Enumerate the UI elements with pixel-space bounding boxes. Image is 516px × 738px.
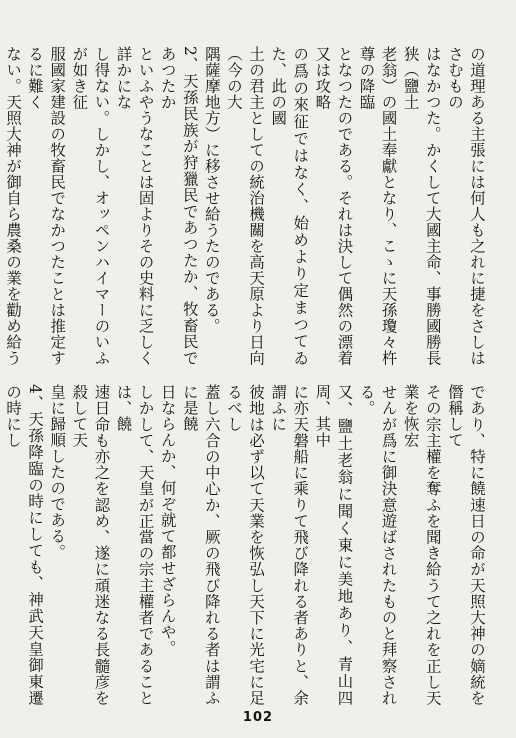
text-column: ない。天照大神が御自ら農桑の業を勸め給う — [4, 46, 23, 366]
page-number: 102 — [242, 710, 274, 725]
text-column: の道理ある主張には何人も之れに捷をさしはさむもの — [445, 46, 486, 366]
text-column: 2、天孫民族が狩獵民であつたか、牧畜民であつたか — [158, 46, 199, 366]
text-column: 4、天孫降臨の時にしても、神武天皇御東遷の時にし — [4, 384, 45, 706]
text-column: し得ない。しかし、オッペンハイマーのいふが如き征 — [70, 46, 111, 366]
text-column: はなかつた。かくして大國主命、事勝國勝長狭（鹽土 — [401, 46, 442, 366]
text-column: せんが爲に御決意遊ばされたものと拜察される。 — [357, 384, 398, 706]
text-column: といふやうなことは固よりその史料に乏しく詳かにな — [114, 46, 155, 366]
text-column: しかして、天皇が正當の宗主權者であることは、饒 — [114, 384, 155, 706]
text-column: 土の君主としての統治機關を高天原より日向（今の大 — [224, 46, 266, 366]
text-column: 蓋し六合の中心か、厥の飛び降れる者は謂ふに是饒 — [180, 384, 221, 706]
text-column: 速日命も亦之を認め、遂に頑迷なる長髓彦を殺して天 — [70, 384, 111, 706]
text-column: となつたのである。それは決して偶然の漂着又は攻略 — [313, 46, 354, 366]
text-column: その宗主權を奪ふを聞き給うて之れを正し天業を恢宏 — [401, 384, 442, 706]
text-column: 彼地は必ず以て天業を恢弘し天下に光宅に足るべし — [224, 384, 266, 706]
text-column: 又、鹽土老翁に聞く東に美地あり、青山四周、其中 — [313, 384, 354, 706]
text-column — [0, 384, 2, 706]
text-column: 日ならんか、何ぞ就て都せざらんや。 — [158, 384, 177, 656]
bottom-text-block — [4, 384, 488, 706]
text-column: 服國家建設の牧畜民でなかつたことは推定するに難く — [26, 46, 67, 366]
text-column: 隅薩摩地方）に移させ給うたのである。 — [202, 46, 221, 334]
text-column: の爲の來征ではなく、始めより定まつてゐた、此の國 — [269, 46, 310, 366]
top-text-block — [4, 46, 488, 366]
text-column: であり、特に饒速日の命が天照大神の嫡統を僭稱して — [445, 384, 486, 706]
text-column: に亦天磐船に乘りて飛び降れる者ありと、余謂ふに — [269, 384, 310, 706]
text-column: 老翁）の國土奉獻となり、こゝに天孫瓊々杵尊の降臨 — [357, 46, 398, 366]
text-column: 皇に歸順したのである。 — [48, 384, 67, 560]
